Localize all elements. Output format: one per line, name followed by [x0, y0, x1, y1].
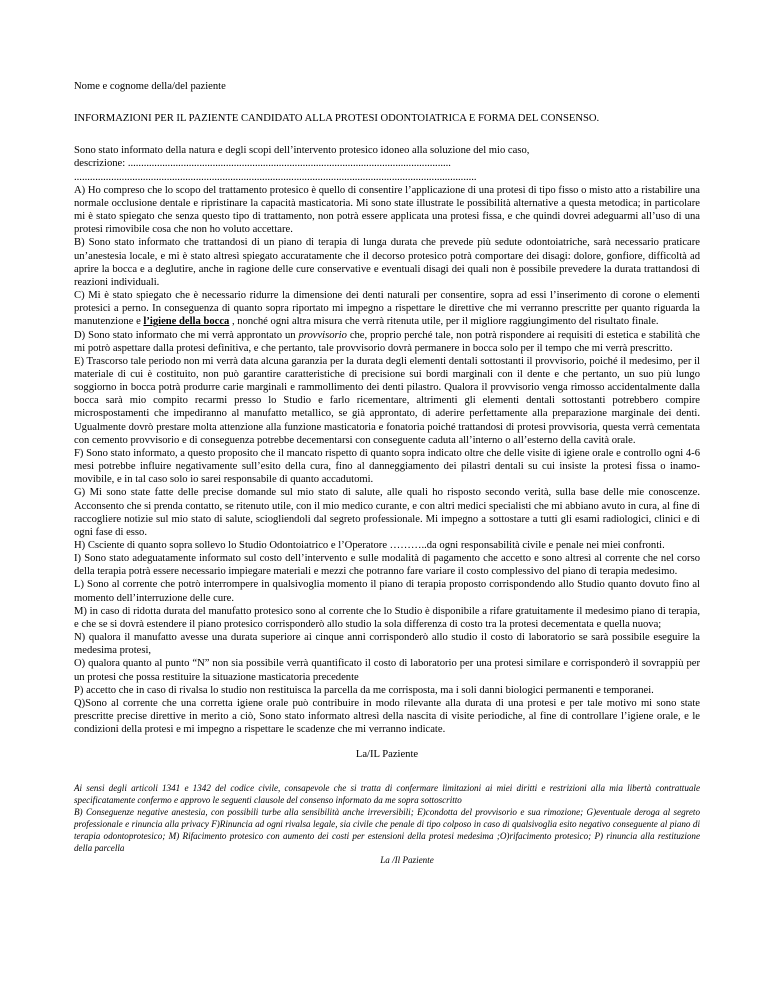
clause-q: Q)Sono al corrente che una corretta igiene orale può contribuire in modo rilevante alla durata di una protesi e per tale motivo mi sono state prescritte precise direttive in merito a ciò, Sono stato informato altresì della nascita di visite periodiche, al fine di controllare l’igiene orale, e le condizioni della protesi e mi impegno a rispettare le scadenze che mi verranno indicate. [74, 697, 700, 736]
clause-m: M) in caso di ridotta durata del manufatto protesico sono al corrente che lo Studio è disponibile a rifare gratuitamente il medesimo piano di terapia, e che se si dovrà estendere il piano protesico corrisponderò allo studio la sola differenza di costo tra la protesi decementata e quella nuova; [74, 605, 700, 630]
document-title: INFORMAZIONI PER IL PAZIENTE CANDIDATO ALLA PROTESI ODONTOIATRICA E FORMA DEL CONSENSO. [74, 113, 600, 125]
legal-clauses: B) Conseguenze negative anestesia, con possibili turbe alla sensibilità anche irreversibili; E)condotta del provvisorio e sua rimozione; G)eventuale deroga al segreto professionale e rinuncia alla privacy F)Rinuncia ad ogni rivalsa legale, sia civile che penale di tipo colposo in caso di qualsivoglia esito negativo conseguente al piano di terapia odontoprotesico; M) Rifacimento protesico con aumento dei costi per estensioni della protesi medesima ;O)rifacimento protesico; P) rinuncia alla restituzione della parcella [74, 807, 700, 854]
description-line: descrizione: .......................................................................................................................... [74, 158, 451, 170]
legal-text: Ai sensi degli articoli 1341 e 1342 del codice civile, consapevole che si tratta di confermare limitazioni ai miei diritti e restrizioni alla mia libertà contrattuale specificatamente confermo e approvo le seguenti clausole del consenso informato da me sopra sottoscritto [74, 783, 700, 806]
intro-section [74, 144, 700, 183]
legal-approval-section [74, 782, 700, 854]
clause-l: L) Sono al corrente che potrò interrompere in qualsivoglia momento il piano di terapia proposto corrispondendo allo Studio quanto dovuto fino al momento dell’interruzione delle cure. [74, 579, 700, 604]
consent-document [74, 80, 700, 866]
clause-c-text: C) Mi è stato spiegato che è necessario ridurre la dimensione dei denti naturali per consentire, sopra ad essi l’inserimento di corone o elementi protesici a perno. In conseguenza di quanto sopra riportato mi impegno a rispettare le direttive che mi verranno prescritte per quanto riguarda la manutenzione e [74, 290, 700, 328]
clause-d-text: D) Sono stato informato che mi verrà approntato un [74, 329, 299, 341]
clause-e: E) Trascorso tale periodo non mi verrà data alcuna garanzia per la durata degli elementi dentali sottostanti il provvisorio, poiché il medesimo, per il materiale di cui è costituito, non può garantire caratteristiche di precisione sui bordi marginali con il dente e che pertanto, un suo più lungo soggiorno in bocca potrà produrre carie marginali e rammollimento dei denti pilastro. Qualora il provvisorio venga rimosso accidentalmente dalla bocca sarà mio compito recarmi presso lo Studio e farlo ricementare, altrimenti gli elementi dentali sottostanti potrebbero compire microspostamenti che impediranno al manufatto metallico, se già approntato, di aderire perfettamente alla preparazione marginale dei denti. Ugualmente dovrò prestare molta attenzione alla funzione masticatoria e fonatoria poiché trattandosi di protesi provvisoria, questa verrà cementata con cemento provvisorio e di conseguenza potrebbe decementarsi con conseguente caduta all’interno o all’esterno della cavità orale. [74, 355, 700, 446]
description-dots: ........................................................................................................................................................ [74, 171, 477, 183]
provisional-emphasis: provvisorio [298, 329, 347, 341]
patient-name-label: Nome e cognome della/del paziente [74, 81, 226, 92]
intro-line: Sono stato informato della natura e degli scopi dell’intervento protesico idoneo alla soluzione del mio caso, [74, 145, 530, 157]
legal-signature-label: La /Il Paziente [380, 855, 434, 866]
clause-p: P) accetto che in caso di rivalsa lo studio non restituisca la parcella da me corrisposta, ma i soli danni biologici permanenti e temporanei. [74, 684, 654, 696]
clause-g: G) Mi sono state fatte delle precise domande sul mio stato di salute, alle quali ho risposto secondo verità, sulla base delle mie conoscenze. Acconsento che si prenda contatto, se ritenuto utile, con il mio medico curante, e con altri medici specialisti che mi abbiano avuto in cura, al fine di raccogliere notizie sul mio stato di salute, sciogliendoli dal segreto professionale. Mi impegno a sottostare a tutti gli esami radiologici, clinici e di ogni fase di esso. [74, 487, 700, 538]
clause-d-end: che, proprio perché tale, non potrà rispondere ai requisiti di estetica e stabilità che mi potrò aspettare dalla protesi definitiva, e che pertanto, tale provvisorio dovrà permanere in bocca solo per il tempo che mi verrà prescritto. [74, 329, 700, 354]
clause-i: I) Sono stato adeguatamente informato sul costo dell’intervento e sulle modalità di pagamento che accetto e sono altresì al corrente che nel corso della terapia potrà essere necessario impiegare materiali e mezzi che potranno fare variare il costo complessivo del piano di terapia medesimo. [74, 553, 700, 578]
clause-c-end: , nonché ogni altra misura che verrà ritenuta utile, per il migliore raggiungimento del risultato finale. [229, 316, 659, 328]
oral-hygiene-emphasis: l’igiene della bocca [143, 316, 230, 328]
clause-d [74, 329, 700, 355]
clause-h: H) Csciente di quanto sopra sollevo lo Studio Odontoiatrico e l’Operatore ………..da ogni responsabilità civile e penale nei miei confronti. [74, 540, 665, 551]
clause-f: F) Sono stato informato, a questo proposito che il mancato rispetto di quanto sopra indicato oltre che delle visite di igiene orale e controllo ogni 4-6 mesi potrebbe influire negativamente sull’esito della cura, fino al danneggiamento dei pilastri dentali su cui insiste la protesi fissa o inamo-movibile, e in tal caso solo io sarei responsabile di quanto accadutomi. [74, 447, 700, 486]
clauses-list [74, 184, 700, 737]
clause-b: B) Sono stato informato che trattandosi di un piano di terapia di lunga durata che prevede più sedute odontoiatriche, sarà necessario praticare un’anestesia locale, e mi è stato altresì spiegato accuratamente che il decorso protesico potrà comportare dei disagi: dolore, gonfiore, difficoltà ad aprire la bocca e a deglutire, anche in ragione delle cure conservative e eventuali disagi dei quali non è possibile prevedere la durata trattandosi di reazioni individuali. [74, 237, 700, 288]
clause-c [74, 289, 700, 328]
clause-a: A) Ho compreso che lo scopo del trattamento protesico è quello di consentire l’applicazione di una protesi di tipo fisso o misto atto a ristabilire una normale occlusione dentale e ripristinare la capacità masticatoria. Mi sono state illustrate le possibilità alternative a questa metodica; in particolare mi è stato spiegato che senza questo tipo di trattamento, non potrà essere applicata una protesi fissa, e che quindi dovrei adeguarmi all’uso di una protesi rimovibile cosa che non ho voluto accettare. [74, 184, 700, 236]
clause-n: N) qualora il manufatto avesse una durata superiore ai cinque anni corrisponderò allo studio il costo di laboratorio se sarà possibile eseguire la medesima protesi, [74, 632, 700, 657]
patient-signature-label: La/IL Paziente [355, 749, 419, 761]
clause-o: O) qualora quanto al punto “N” non sia possibile verrà quantificato il costo di laboratorio per una protesi similare e corrisponderò il sovrappiù per un protesi che possa restituire la situazione masticatoria precedente [74, 658, 700, 683]
